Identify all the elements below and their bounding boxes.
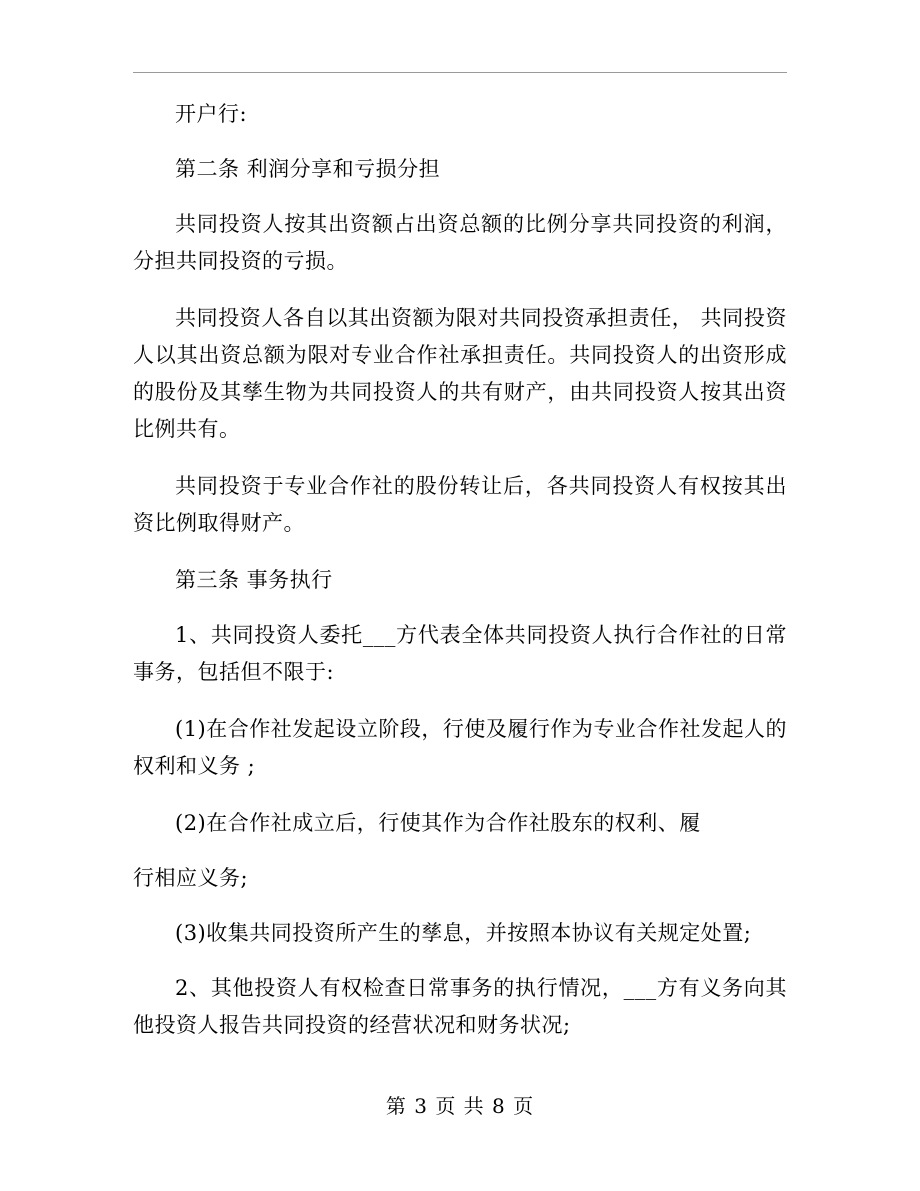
document-body bbox=[133, 96, 787, 1044]
header-rule bbox=[133, 72, 787, 73]
paragraph-liability: 共同投资人各自以其出资额为限对共同投资承担责任， 共同投资人以其出资总额为限对专业合作社承担责任。共同投资人的出资形成的股份及其孳生物为共同投资人的共有财产，由共同投资人按其出资比例共有。 bbox=[133, 306, 787, 441]
paragraph-item-1: (1)在合作社发起设立阶段，行使及履行作为专业合作社发起人的权利和义务 ; bbox=[133, 717, 787, 778]
paragraph-item-3: (3)收集共同投资所产生的孳息，并按照本协议有关规定处置; bbox=[175, 921, 752, 945]
paragraph-item-2-continued: 行相应义务; bbox=[133, 866, 249, 890]
paragraph-share-transfer: 共同投资于专业合作社的股份转让后，各共同投资人有权按其出资比例取得财产。 bbox=[133, 474, 787, 535]
paragraph-bank: 开户行: bbox=[175, 102, 248, 126]
article-3-heading: 第三条 事务执行 bbox=[175, 568, 333, 592]
page-number: 第 3 页 共 8 页 bbox=[385, 1094, 535, 1118]
paragraph-inspection: 2、其他投资人有权检查日常事务的执行情况，___方有义务向其他投资人报告共同投资的经营状况和财务状况; bbox=[133, 976, 787, 1037]
article-2-heading: 第二条 利润分享和亏损分担 bbox=[175, 157, 441, 181]
paragraph-profit-sharing: 共同投资人按其出资额占出资总额的比例分享共同投资的利润，分担共同投资的亏损。 bbox=[133, 212, 787, 273]
paragraph-delegation: 1、共同投资人委托___方代表全体共同投资人执行合作社的日常事务，包括但不限于: bbox=[133, 623, 787, 684]
paragraph-item-2: (2)在合作社成立后，行使其作为合作社股东的权利、履 bbox=[175, 811, 701, 835]
